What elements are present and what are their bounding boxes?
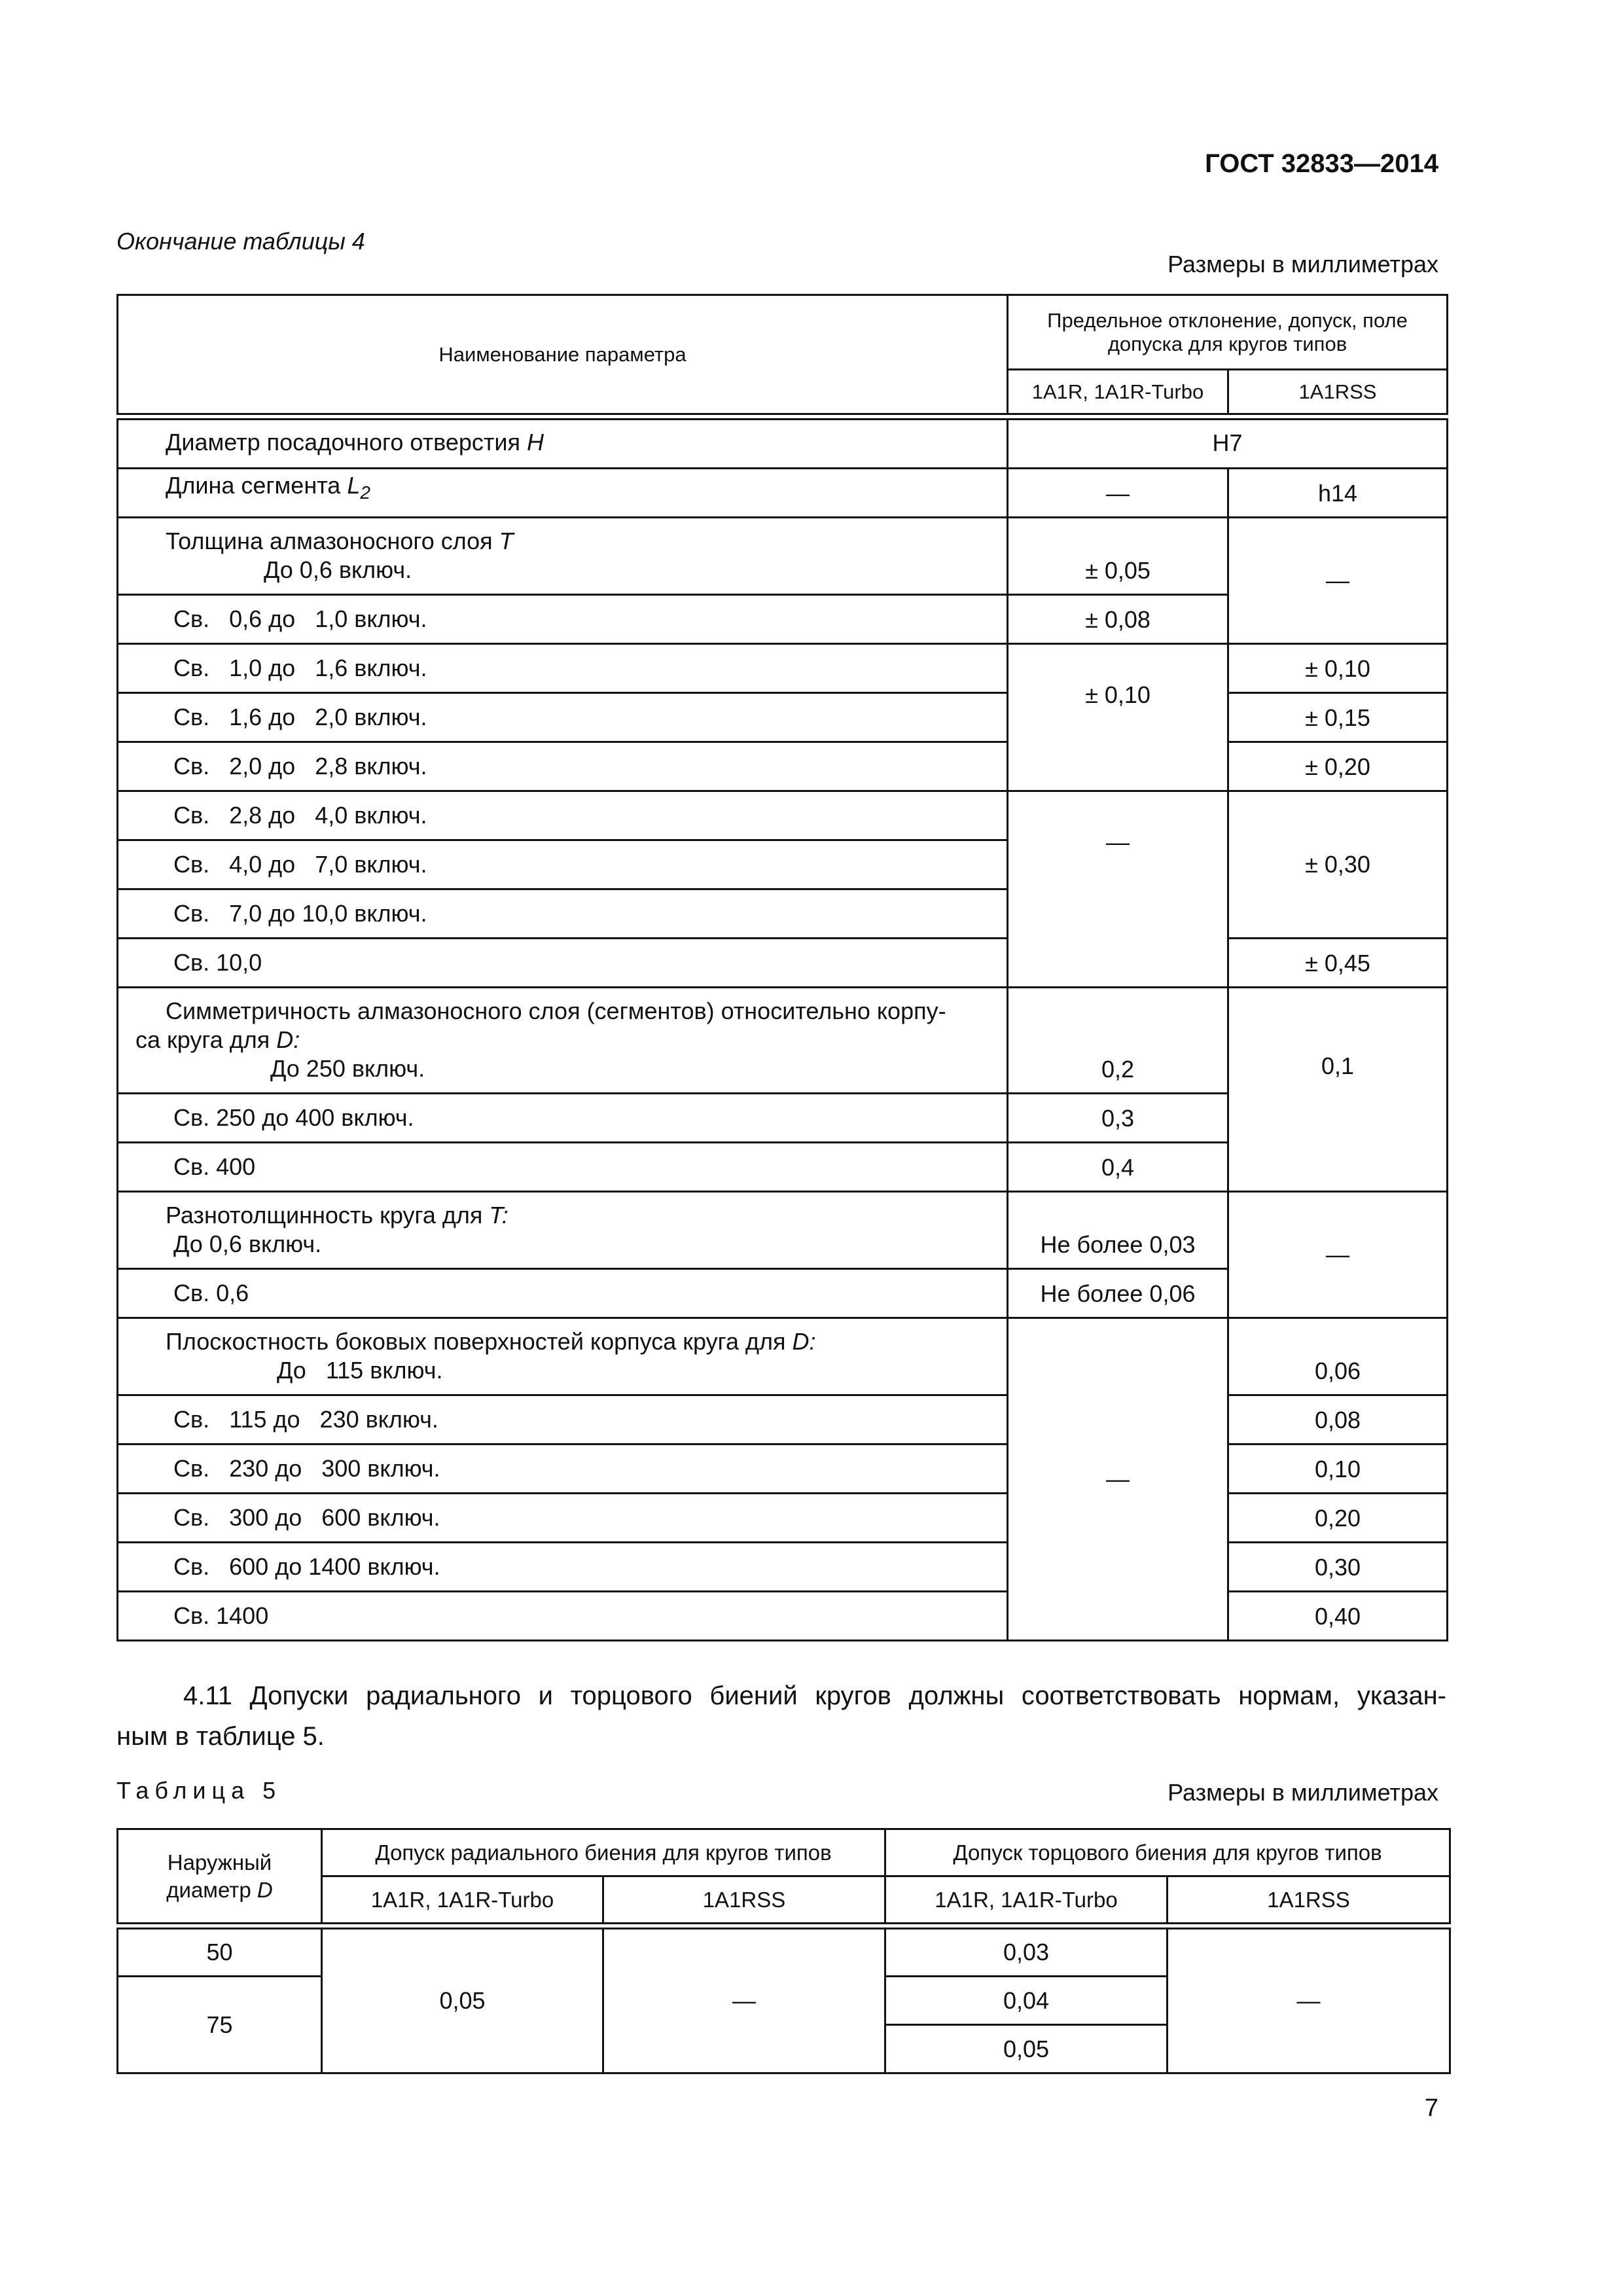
row-param: Св. 400: [118, 1143, 1008, 1192]
paragraph-line-2: ным в таблице 5.: [116, 1722, 325, 1751]
row-value-a: Не более 0,03: [1008, 1192, 1228, 1269]
table-row: [118, 420, 1448, 469]
header-radial-type-a: 1A1R, 1A1R-Turbo: [322, 1876, 603, 1924]
row-param: Св. 1,0 до 1,6 включ.: [118, 644, 1008, 693]
table-continuation-label: Окончание таблицы 4: [116, 228, 365, 255]
header-type-1a1r: 1A1R, 1A1R-Turbo: [1008, 370, 1228, 414]
row-value-b: ± 0,45: [1228, 939, 1448, 988]
row-value-b: 0,06: [1228, 1318, 1448, 1395]
table-row: [118, 693, 1448, 742]
table-row: [118, 644, 1448, 693]
axial-value-a: 0,03: [885, 1929, 1168, 1977]
table-row: [118, 518, 1448, 595]
header-radial-type-b: 1A1RSS: [603, 1876, 885, 1924]
row-param: Св. 0,6: [118, 1269, 1008, 1318]
axial-value-b: —: [1168, 1929, 1450, 2073]
diameter-cell: 75: [118, 1977, 322, 2073]
table-row: [118, 1543, 1448, 1592]
row-param: Св. 0,6 до 1,0 включ.: [118, 595, 1008, 644]
table-row: [118, 742, 1448, 791]
header-axial-type-b: 1A1RSS: [1168, 1876, 1450, 1924]
row-value-a: —: [1008, 791, 1228, 988]
row-param: Св. 10,0: [118, 939, 1008, 988]
row-value: H7: [1008, 420, 1448, 469]
header-tolerance-group: Предельное отклонение, допуск, поле допуска для кругов типов: [1008, 295, 1448, 370]
row-value-b: ± 0,20: [1228, 742, 1448, 791]
table-row: [118, 1929, 1450, 1977]
table-5-runout: [116, 1828, 1451, 2074]
table-row: [118, 1494, 1448, 1543]
row-value-b: 0,40: [1228, 1592, 1448, 1641]
row-value-a: 0,3: [1008, 1094, 1228, 1143]
row-value-a: —: [1008, 1318, 1228, 1641]
row-value-b: 0,08: [1228, 1395, 1448, 1444]
table5-label: Таблица 5: [116, 1777, 282, 1804]
row-value-b: —: [1228, 518, 1448, 644]
row-value-b: 0,20: [1228, 1494, 1448, 1543]
header-radial-runout: Допуск радиального биения для кругов типов: [322, 1829, 885, 1876]
table-row: [118, 988, 1448, 1094]
row-param: Св. 250 до 400 включ.: [118, 1094, 1008, 1143]
table-row: [118, 791, 1448, 840]
row-param: Св. 2,0 до 2,8 включ.: [118, 742, 1008, 791]
header-type-1a1rss: 1A1RSS: [1228, 370, 1448, 414]
row-value-a: —: [1008, 469, 1228, 518]
row-value-b: —: [1228, 1192, 1448, 1318]
table-row: [118, 1318, 1448, 1395]
row-value-b: 0,10: [1228, 1444, 1448, 1494]
table5-units-note: Размеры в миллиметрах: [1168, 1779, 1438, 1806]
diameter-cell: 50: [118, 1929, 322, 1977]
row-value-b: ± 0,30: [1228, 791, 1448, 939]
header-axial-type-a: 1A1R, 1A1R-Turbo: [885, 1876, 1168, 1924]
row-value-a: Не более 0,06: [1008, 1269, 1228, 1318]
header-parameter-name: Наименование параметра: [118, 295, 1008, 414]
table4-units-note: Размеры в миллиметрах: [1168, 251, 1438, 278]
paragraph-line-1: 4.11 Допуски радиального и торцового биений кругов должны соответствовать нормам, указан-: [183, 1681, 1446, 1710]
row-value-a: ± 0,05: [1008, 518, 1228, 595]
table-row: [118, 469, 1448, 518]
table-row: [118, 1192, 1448, 1269]
table-row: [118, 1444, 1448, 1494]
row-param: Св. 1400: [118, 1592, 1008, 1641]
header-axial-runout: Допуск торцового биения для кругов типов: [885, 1829, 1450, 1876]
row-param: Диаметр посадочного отверстия H: [118, 420, 1008, 469]
row-value-b: h14: [1228, 469, 1448, 518]
row-value-b: 0,1: [1228, 988, 1448, 1192]
row-param: Разнотолщинность круга для T: До 0,6 включ.: [118, 1192, 1008, 1269]
row-value-a: ± 0,10: [1008, 644, 1228, 791]
row-param: Св. 1,6 до 2,0 включ.: [118, 693, 1008, 742]
row-param: Св. 230 до 300 включ.: [118, 1444, 1008, 1494]
row-value-b: ± 0,15: [1228, 693, 1448, 742]
row-param: Св. 600 до 1400 включ.: [118, 1543, 1008, 1592]
header-outer-diameter: Наружный диаметр D: [118, 1829, 322, 1924]
row-param: Св. 2,8 до 4,0 включ.: [118, 791, 1008, 840]
row-param: Св. 4,0 до 7,0 включ.: [118, 840, 1008, 889]
radial-value-b: —: [603, 1929, 885, 2073]
page-number: 7: [1424, 2094, 1438, 2122]
axial-value-a: 0,04: [885, 1977, 1168, 2025]
row-value-a: ± 0,08: [1008, 595, 1228, 644]
row-param: Св. 7,0 до 10,0 включ.: [118, 889, 1008, 939]
row-param: Симметричность алмазоносного слоя (сегментов) относительно корпу- са круга для D: До 250 включ.: [118, 988, 1008, 1094]
row-param: Св. 115 до 230 включ.: [118, 1395, 1008, 1444]
row-value-a: 0,2: [1008, 988, 1228, 1094]
row-value-a: 0,4: [1008, 1143, 1228, 1192]
row-value-b: 0,30: [1228, 1543, 1448, 1592]
row-param: Св. 300 до 600 включ.: [118, 1494, 1008, 1543]
table-4-tolerances: [116, 294, 1448, 1641]
table-row: [118, 1592, 1448, 1641]
axial-value-a: 0,05: [885, 2025, 1168, 2073]
row-param: Толщина алмазоносного слоя T До 0,6 включ.: [118, 518, 1008, 595]
row-param: Длина сегмента $L_2$: [118, 469, 1008, 518]
table-row: [118, 939, 1448, 988]
radial-value-a: 0,05: [322, 1929, 603, 2073]
row-value-b: ± 0,10: [1228, 644, 1448, 693]
paragraph-4-11: [116, 1676, 1446, 1757]
table-row: [118, 1395, 1448, 1444]
document-standard-number: ГОСТ 32833—2014: [1205, 149, 1438, 178]
row-param: Плоскостность боковых поверхностей корпуса круга для D: До 115 включ.: [118, 1318, 1008, 1395]
